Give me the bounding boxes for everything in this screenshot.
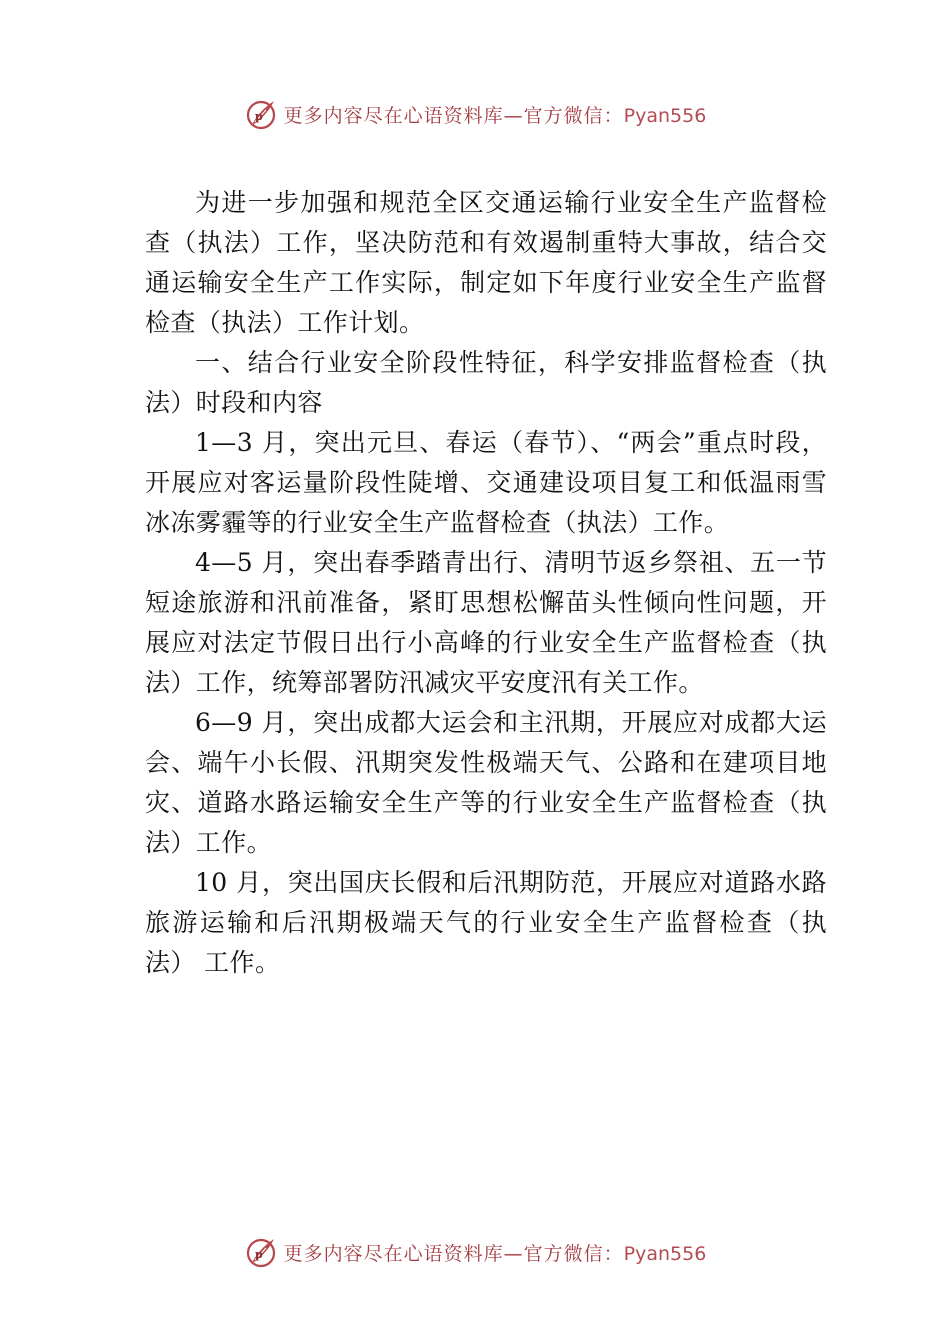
quill-seal-icon [244,1235,278,1269]
watermark-label: 更多内容尽在心语资料库—官方微信： [283,104,624,127]
watermark-text [284,1239,707,1266]
header-watermark [0,94,950,134]
paragraph-intro: 为进一步加强和规范全区交通运输行业安全生产监督检查（执法）工作，坚决防范和有效遏制重特大事故，结合交通运输安全生产工作实际，制定如下年度行业安全生产监督检查（执法）工作计划。 [145,188,827,337]
svg-text:p: p [254,1248,263,1261]
watermark-text [284,101,707,128]
paragraph-oct: 10 月，突出国庆长假和后汛期防范，开展应对道路水路旅游运输和后汛期极端天气的行业安全生产监督检查（执法） 工作。 [145,868,827,977]
document-body [145,183,827,983]
paragraph-jan-mar: 1—3 月，突出元旦、春运（春节）、“两会”重点时段， 开展应对客运量阶段性陡增、交通建设项目复工和低温雨雪冰冻雾霾等的行业安全生产监督检查（执法）工作。 [145,428,827,537]
quill-seal-icon [244,97,278,131]
paragraph-apr-may: 4—5 月，突出春季踏青出行、清明节返乡祭祖、五一节短途旅游和汛前准备，紧盯思想松懈苗头性倾向性问题，开展应对法定节假日出行小高峰的行业安全生产监督检查（执法）工作，统筹部署防汛减灾平安度汛有关工作。 [145,548,827,697]
watermark-wechat-id: Pyan556 [623,1242,707,1265]
section-heading-1: 一、结合行业安全阶段性特征，科学安排监督检查（执法）时段和内容 [145,348,827,417]
paragraph-jun-sep: 6—9 月，突出成都大运会和主汛期，开展应对成都大运会、端午小长假、汛期突发性极端天气、公路和在建项目地灾、道路水路运输安全生产等的行业安全生产监督检查（执法）工作。 [145,708,827,857]
footer-watermark [0,1232,950,1272]
svg-text:p: p [254,110,263,123]
watermark-wechat-id: Pyan556 [623,104,707,127]
watermark-label: 更多内容尽在心语资料库—官方微信： [283,1242,624,1265]
